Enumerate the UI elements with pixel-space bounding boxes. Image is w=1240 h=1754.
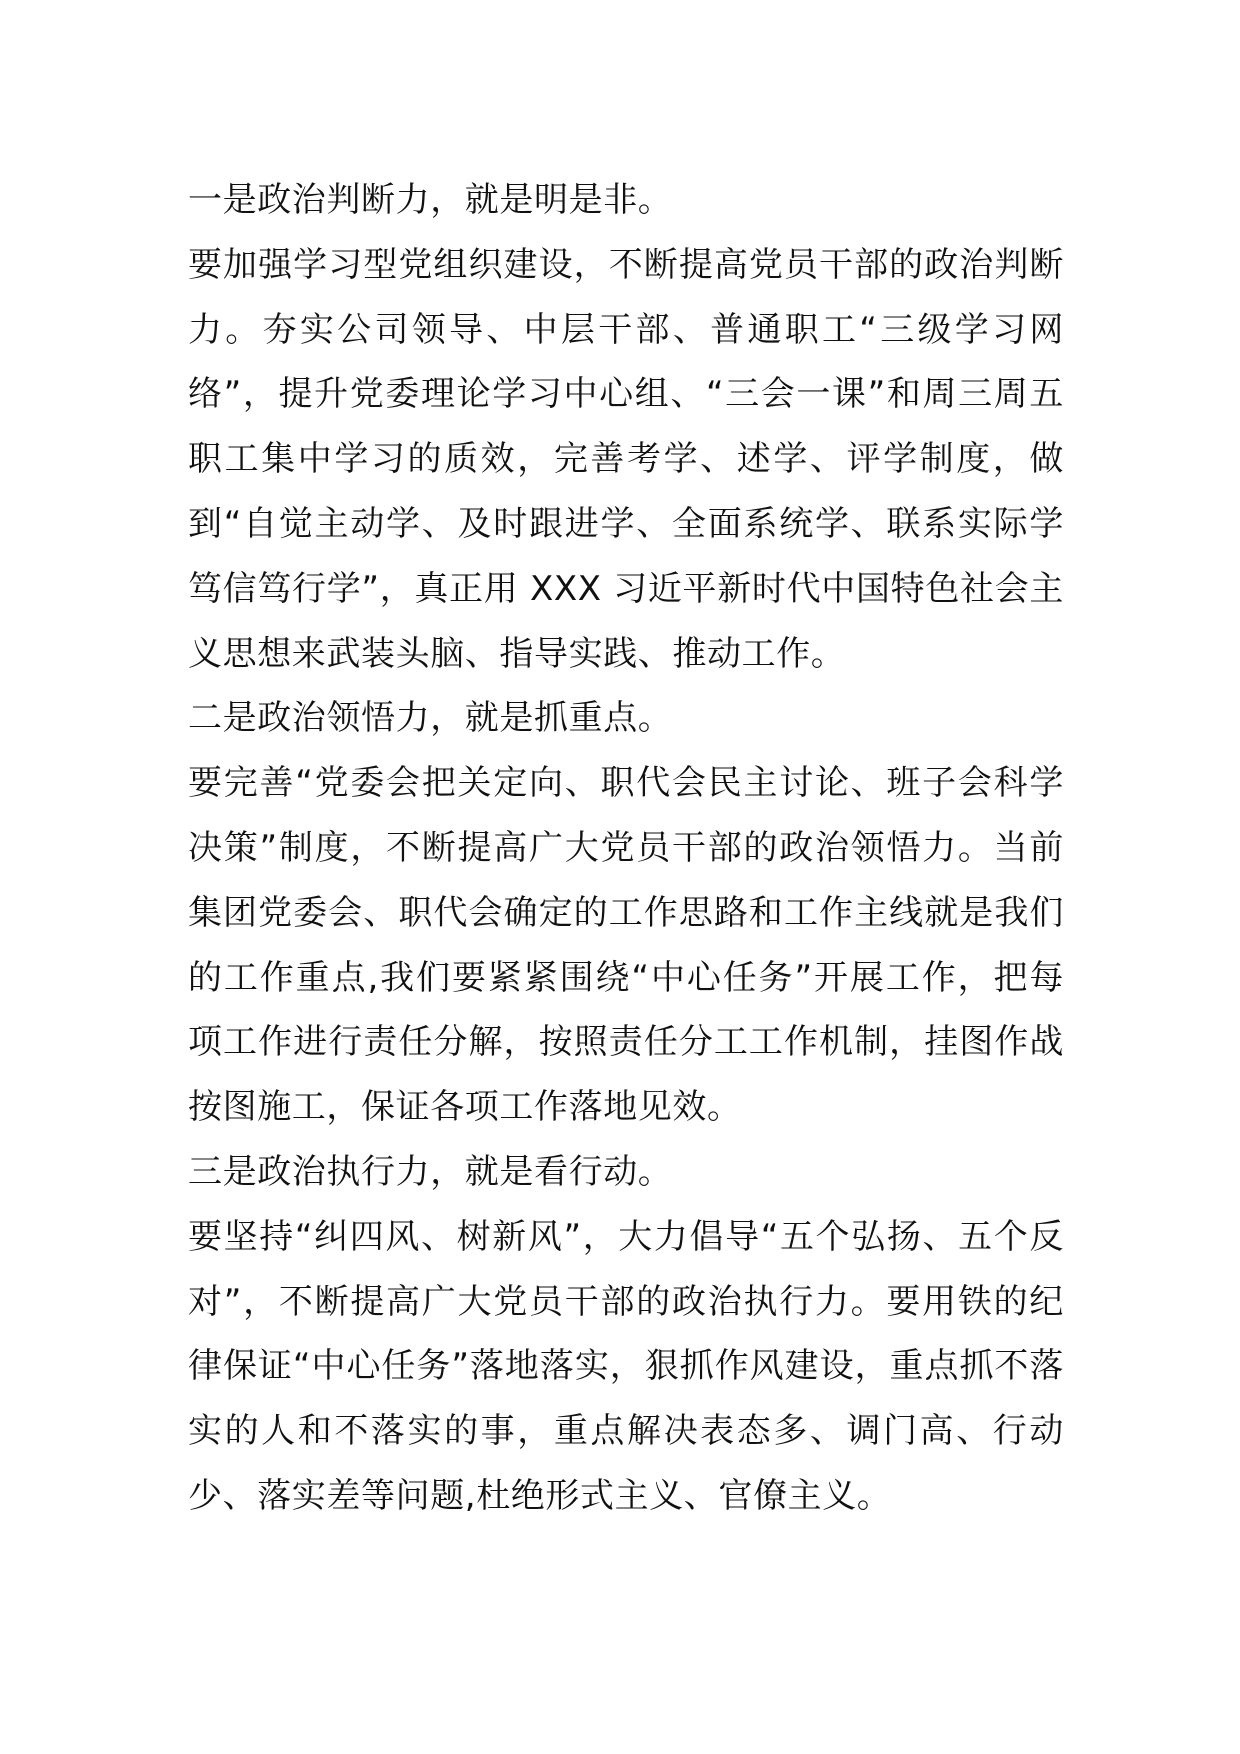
document-body [188, 168, 1064, 1529]
heading-political-execution: 三是政治执行力，就是看行动。 [188, 1151, 673, 1192]
paragraph-political-judgment: 要加强学习型党组织建设，不断提高党员干部的政治判断力。夯实公司领导、中层干部、普通职工“三级学习网络”，提升党委理论学习中心组、“三会一课”和周三周五职工集中学习的质效，完善考学、述学、评学制度，做到“自觉主动学、及时跟进学、全面系统学、联系实际学笃信笃行学”，真正用 XXX 习近平新时代中国特色社会主义思想来武装头脑、指导实践、推动工作。 [188, 244, 1064, 674]
paragraph-political-execution: 要坚持“纠四风、树新风”，大力倡导“五个弘扬、五个反对”，不断提高广大党员干部的政治执行力。要用铁的纪律保证“中心任务”落地落实，狠抓作风建设，重点抓不落实的人和不落实的事，重点解决表态多、调门高、行动少、落实差等问题,杜绝形式主义、官僚主义。 [188, 1216, 1064, 1516]
paragraph-political-comprehension: 要完善“党委会把关定向、职代会民主讨论、班子会科学决策”制度，不断提高广大党员干部的政治领悟力。当前集团党委会、职代会确定的工作思路和工作主线就是我们的工作重点,我们要紧紧围绕“中心任务”开展工作，把每项工作进行责任分解，按照责任分工工作机制，挂图作战按图施工，保证各项工作落地见效。 [188, 763, 1064, 1128]
heading-political-comprehension: 二是政治领悟力，就是抓重点。 [188, 698, 673, 739]
heading-political-judgment: 一是政治判断力，就是明是非。 [188, 180, 673, 220]
